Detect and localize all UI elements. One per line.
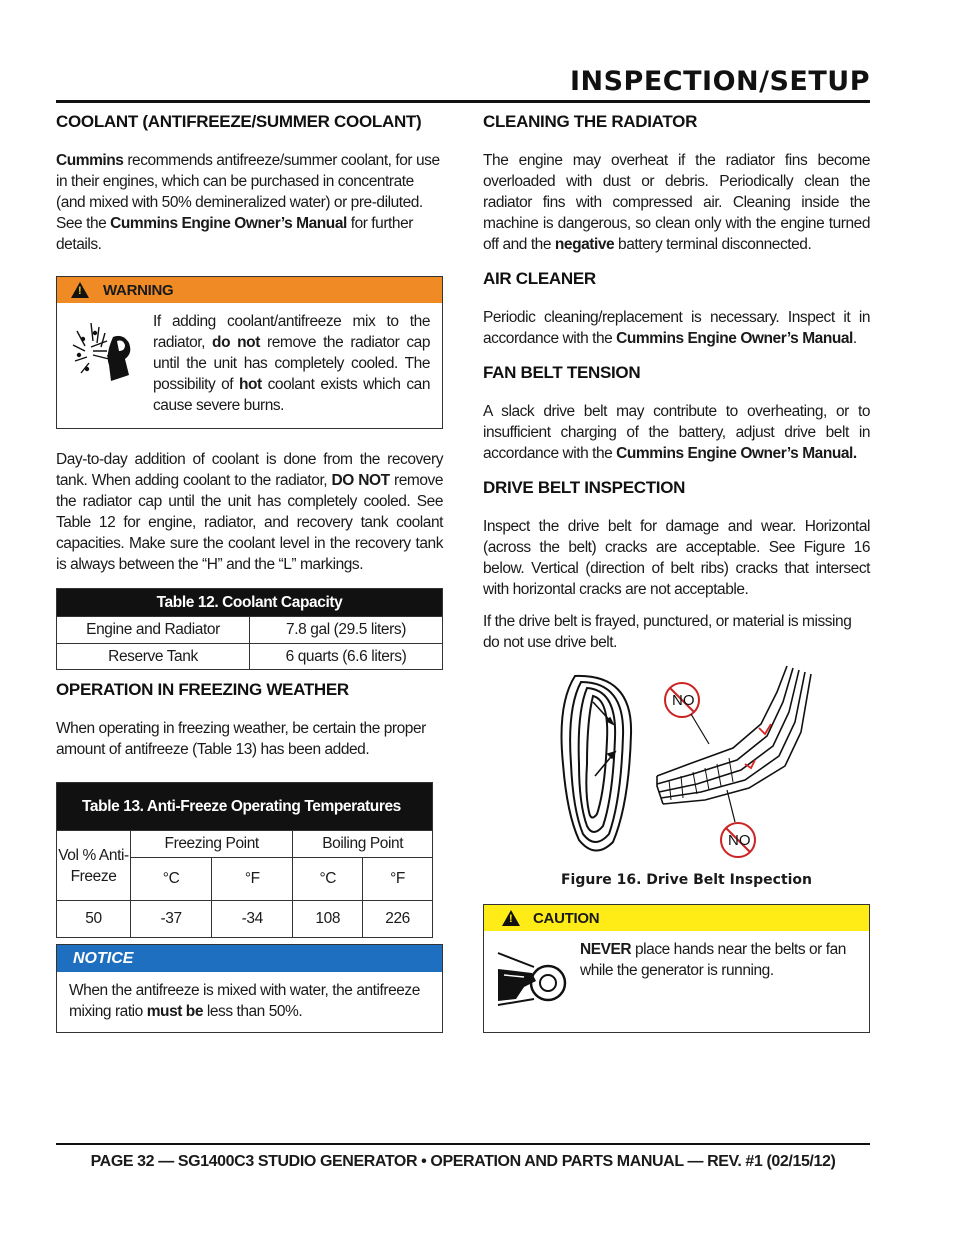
- warning-body: [57, 303, 442, 428]
- coolant-paragraph: Cummins recommends antifreeze/summer coolant, for use in their engines, which can be purchased in concentrate (and mixed with 50% demineralized water) or pre-diluted. See the Cummins Engine Owner’s Manual for further details.: [56, 152, 440, 253]
- radiator-heading: CLEANING THE RADIATOR: [483, 112, 698, 131]
- warning-text: If adding coolant/antifreeze mix to the radiator, do not remove the radiator cap until the unit has completely cooled. The possibility of hot coolant exists which can cause severe burns.: [153, 313, 431, 414]
- freezing-paragraph: When operating in freezing weather, be certain the proper amount of antifreeze (Table 13) has been added.: [56, 720, 426, 758]
- aircleaner-heading: AIR CLEANER: [483, 269, 596, 288]
- figure-caption: Figure 16. Drive Belt Inspection: [560, 872, 813, 888]
- left-column: [56, 112, 443, 1033]
- drivebelt-heading: DRIVE BELT INSPECTION: [483, 478, 686, 497]
- warning-triangle-icon: !: [71, 282, 89, 298]
- warning-header: [57, 277, 442, 303]
- drivebelt-paragraph-2: If the drive belt is frayed, punctured, or material is missing do not use drive belt.: [483, 613, 852, 651]
- hand-entanglement-icon: [494, 939, 580, 1020]
- caution-box: [483, 904, 870, 1033]
- notice-header: NOTICE: [57, 945, 442, 972]
- drive-belt-illustration: [483, 664, 870, 864]
- caution-text: NEVER place hands near the belts or fan while the generator is running.: [580, 941, 846, 979]
- title-rule: [56, 100, 870, 103]
- boiling-header: Boiling Point: [293, 831, 433, 858]
- footer-rule: [56, 1143, 870, 1145]
- fanbelt-paragraph: A slack drive belt may contribute to overheating, or to insufficient charging of the battery, adjust drive belt in accordance with the Cummins Engine Owner’s Manual.: [483, 403, 870, 462]
- page-title: INSPECTION/SETUP: [569, 66, 870, 97]
- daytoday-paragraph: Day-to-day addition of coolant is done from the recovery tank. When adding coolant to the radiator, DO NOT remove the radiator cap until the unit has completely cooled. See Table 12 for engine, radiator, and recovery tank coolant capacities. Make sure the coolant level in the recovery tank is always between the “H” and the “L” markings.: [56, 451, 443, 573]
- antifreeze-table: Table 13. Anti-Freeze Operating Temperatures Vol % Anti- Freeze Freezing Point Boiling Point °C °F °C °F 50 -37 -34 108 226: [56, 782, 433, 938]
- page-footer: PAGE 32 — SG1400C3 STUDIO GENERATOR • OPERATION AND PARTS MANUAL — REV. #1 (02/15/12): [90, 1153, 836, 1170]
- radiator-paragraph: The engine may overheat if the radiator fins become overloaded with dust or debris. Periodically clean the radiator fins with compressed air. Cleaning inside the machine is dangerous, so clean only with the engine turned off and the negative battery terminal disconnected.: [483, 152, 870, 253]
- right-column: [483, 112, 870, 1033]
- caution-body: [484, 931, 869, 1032]
- coolant-heading: COOLANT (ANTIFREEZE/SUMMER COOLANT): [56, 112, 422, 131]
- drivebelt-paragraph-1: Inspect the drive belt for damage and wear. Horizontal (across the belt) cracks are acceptable. See Figure 16 below. Vertical (direction of belt ribs) cracks that intersect with horizontal cracks are not acceptable.: [483, 518, 870, 598]
- warning-label: WARNING: [103, 281, 174, 299]
- notice-body: [57, 972, 442, 1032]
- no-label-top: NO: [672, 692, 695, 709]
- hot-coolant-spray-icon: [67, 311, 153, 416]
- freezing-header: Freezing Point: [131, 831, 293, 858]
- caution-header: [484, 905, 869, 931]
- table13-title: Table 13. Anti-Freeze Operating Temperatures: [57, 783, 433, 831]
- notice-text: When the antifreeze is mixed with water, the antifreeze mixing ratio must be less than 50%.: [69, 982, 420, 1020]
- warning-box: [56, 276, 443, 429]
- drive-belt-figure: [483, 664, 870, 864]
- caution-triangle-icon: !: [502, 910, 520, 926]
- table12-title: Table 12. Coolant Capacity: [57, 589, 443, 617]
- aircleaner-paragraph: Periodic cleaning/replacement is necessary. Inspect it in accordance with the Cummins Engine Owner’s Manual.: [483, 309, 870, 347]
- table-row: 50 -37 -34 108 226: [57, 901, 433, 938]
- coolant-capacity-table: [56, 588, 443, 670]
- fanbelt-heading: FAN BELT TENSION: [483, 363, 641, 382]
- vol-header: Vol % Anti- Freeze: [57, 831, 131, 901]
- table-row: Engine and Radiator 7.8 gal (29.5 liters): [57, 617, 443, 644]
- table-row: Reserve Tank 6 quarts (6.6 liters): [57, 644, 443, 670]
- no-label-bottom: NO: [728, 832, 751, 849]
- freezing-heading: OPERATION IN FREEZING WEATHER: [56, 680, 349, 699]
- caution-label: CAUTION: [533, 909, 600, 927]
- notice-box: [56, 944, 443, 1033]
